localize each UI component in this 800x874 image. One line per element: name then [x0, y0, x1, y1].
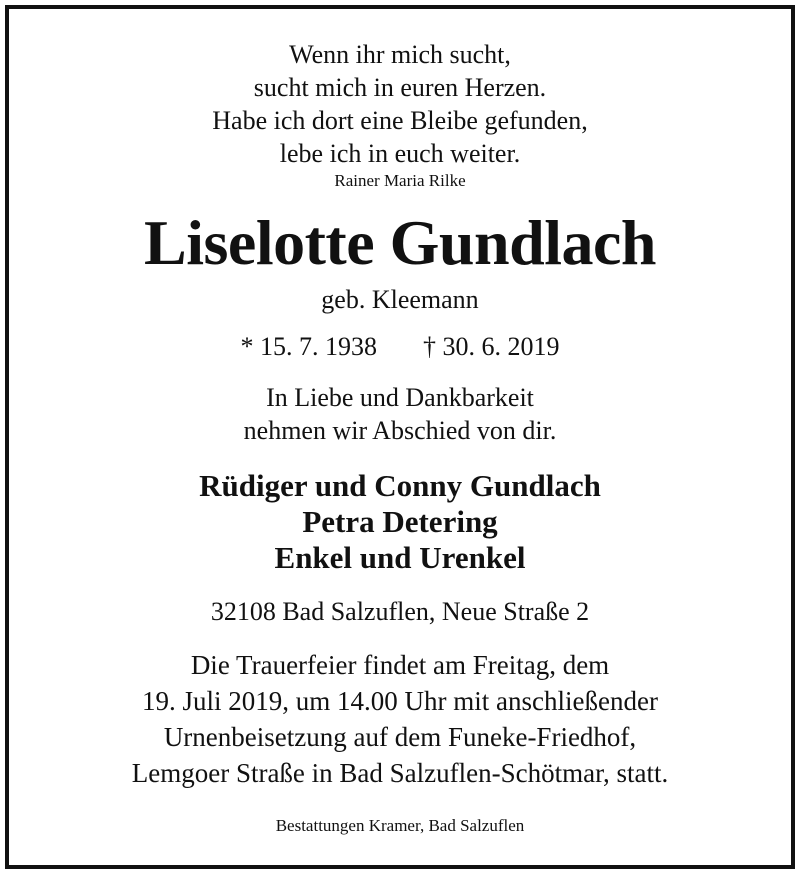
poem-line: Wenn ihr mich sucht, — [289, 40, 511, 69]
farewell-line: In Liebe und Dankbarkeit — [266, 383, 534, 412]
service-line: Die Trauerfeier findet am Freitag, dem — [190, 650, 610, 680]
birth-date: * 15. 7. 1938 — [240, 332, 377, 361]
death-date: † 30. 6. 2019 — [423, 332, 560, 361]
poem-line: Habe ich dort eine Bleibe gefunden, — [212, 106, 588, 135]
family-address: 32108 Bad Salzuflen, Neue Straße 2 — [210, 597, 590, 626]
service-line: 19. Juli 2019, um 14.00 Uhr mit anschließender — [142, 686, 658, 716]
farewell-line: nehmen wir Abschied von dir. — [243, 416, 557, 445]
poem-line: lebe ich in euch weiter. — [279, 139, 521, 168]
poem-line: sucht mich in euren Herzen. — [253, 73, 547, 102]
poem-author: Rainer Maria Rilke — [334, 171, 466, 190]
farewell-text — [0, 381, 800, 447]
mourners-list — [0, 468, 800, 576]
funeral-service-info — [0, 647, 800, 791]
deceased-name: Liselotte Gundlach — [144, 207, 656, 278]
life-dates — [0, 330, 800, 364]
service-line: Urnenbeisetzung auf dem Funeke-Friedhof, — [163, 722, 637, 752]
mourner: Petra Detering — [302, 504, 498, 539]
maiden-name: geb. Kleemann — [321, 285, 479, 314]
service-line: Lemgoer Straße in Bad Salzuflen-Schötmar, statt. — [131, 758, 669, 788]
mourner: Enkel und Urenkel — [274, 540, 526, 575]
mourner: Rüdiger und Conny Gundlach — [199, 468, 601, 503]
poem-quote — [0, 38, 800, 170]
undertaker: Bestattungen Kramer, Bad Salzuflen — [275, 816, 525, 835]
